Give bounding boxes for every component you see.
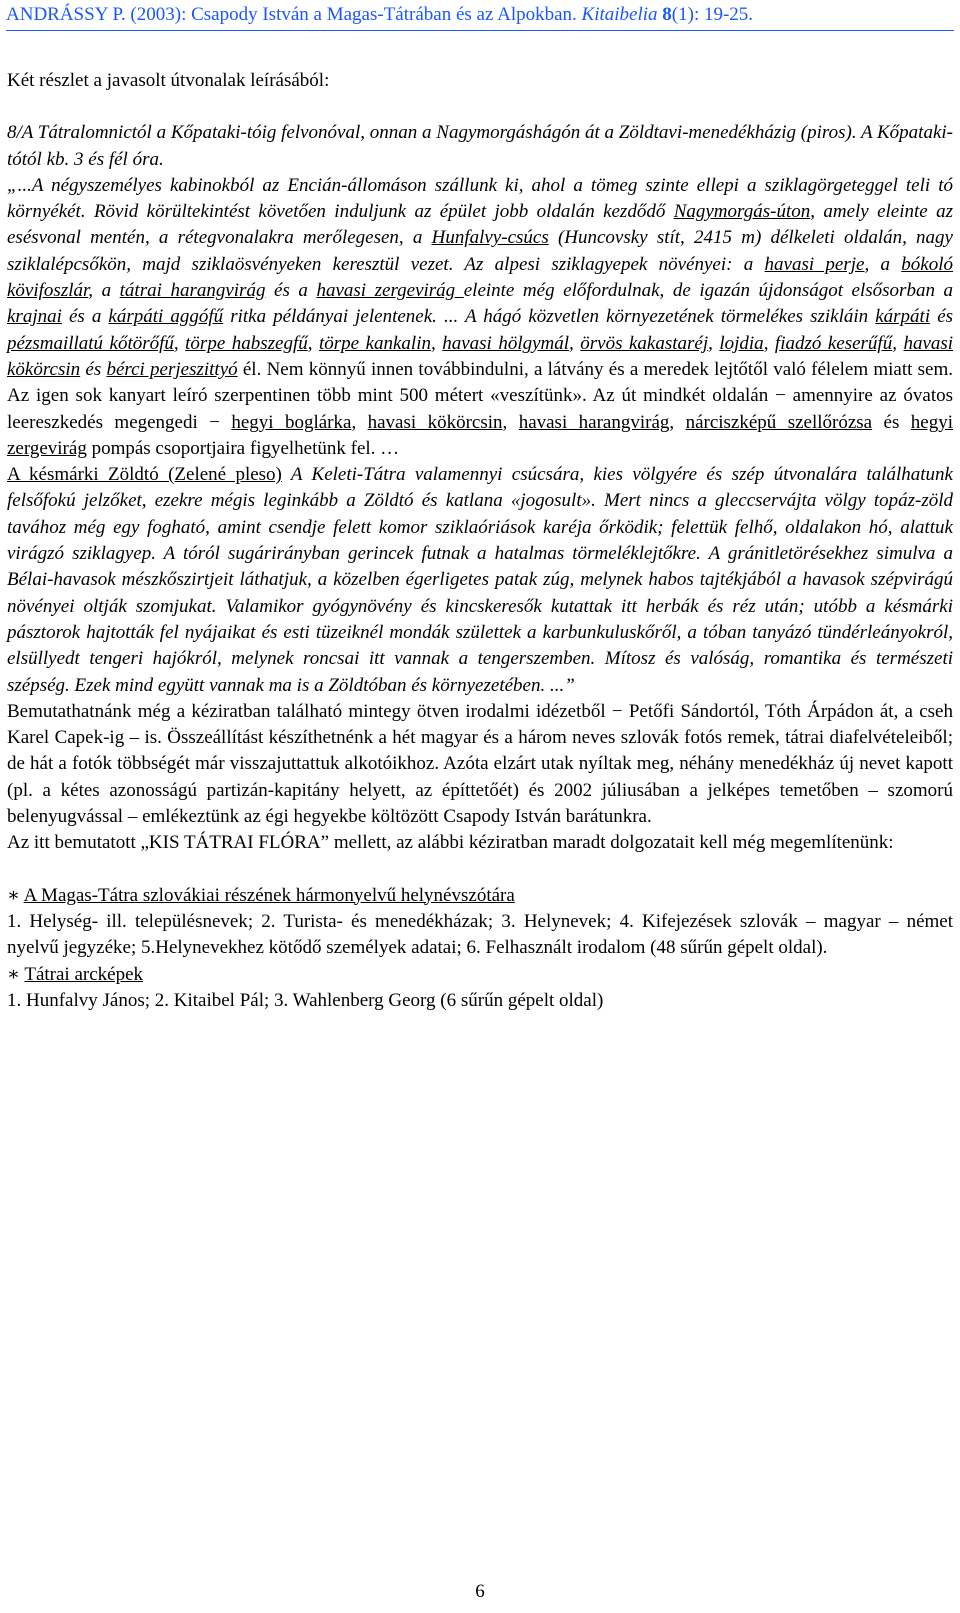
header-rule: [6, 30, 954, 31]
asterisk-bullet-icon: ∗: [7, 884, 20, 906]
header-authors: ANDRÁSSY P. (2003): Csapody István a Magas-Tátrában és az Alpokban.: [6, 4, 577, 25]
header-volume: 8: [662, 4, 672, 25]
plant-name: kárpáti: [875, 306, 931, 328]
plant-name: hegyi boglárka: [231, 411, 352, 433]
running-header: [6, 2, 954, 28]
page-number: 6: [475, 1581, 485, 1602]
plant-name: havasi kökörcsin: [7, 332, 954, 380]
plant-name: bókoló kövifoszlár: [7, 253, 953, 302]
plant-name: nárciszképű szellőrózsa: [685, 411, 873, 433]
page-content: [7, 68, 953, 1014]
place-name: Hunfalvy-csúcs: [431, 227, 549, 249]
plant-name: bérci perjeszittyó: [106, 358, 238, 380]
lake-description: A késmárki Zöldtó (Zelené pleso) A Keleti-Tátra valamennyi csúcsára, kies völgyére és szép útvonalára találhatunk felsőfokú jelzőket, ezekre mégis leginkább a Zöldtó és katlana «jogosult». Mert nincs a gleccservájta völgy topáz-zöld tavához még egy fogható, amint csendje felett komor sziklaóriások karéja őrködik; felettük felhő, oldalakon hó, alattuk virágzó sziklagyep. A tóról sugárirányban gerincek futnak a hatalmas törmeléklejtőkre. A gránitletörésekhez simulva a Bélai-havasok mészkőszirtjeit láthatjuk, a közelben égerligetes patak zúg, melynek habos tajtékjából a havasok szépvirágú növényei oltják szomjukat. Valamikor gyógynövény és kincskeresők kutattak itt herbák és réz után; utóbb a késmárki pásztorok hajtották fel nyájaikat és esti tüzeiknél mondák születtek a karbunkuluskőről, a tóban tanyázó tündérleányokról, elsüllyedt tengeri hajókról, melynek roncsai itt vannak a tengerszemben. Mítosz és valóság, romantika és természeti szépség. Ezek mind együtt vannak ma is a Zöldtóban és környezetében. ...”: [7, 464, 953, 696]
item-title: A Magas-Tátra szlovákiai részének hármonyelvű helynévszótára: [23, 884, 515, 906]
plant-name: havasi kökörcsin: [367, 411, 503, 433]
item-description: 1. Hunfalvy János; 2. Kitaibel Pál; 3. Wahlenberg Georg (6 sűrűn gépelt oldal): [7, 989, 604, 1011]
spacer: [7, 857, 953, 883]
item-description: 1. Helység- ill. településnevek; 2. Turista- és menedékházak; 3. Helynevek; 4. Kifejezések szlovák – magyar – német nyelvű jegyzéke; 5.Helynevekhez kötődő személyek adatai; 6. Felhasznált irodalom (48 sűrűn gépelt oldal).: [7, 910, 953, 959]
plant-name: pézsmaillatú kőtörőfű: [7, 332, 174, 354]
plant-name: hegyi zergevirág: [7, 411, 954, 459]
plant-name: Nagymorgás-úton: [673, 201, 811, 223]
plant-name: havasi hölgymál: [442, 332, 570, 354]
plant-name: krajnai: [7, 306, 62, 328]
paragraph-flora: Az itt bemutatott „KIS TÁTRAI FLÓRA” mellett, az alábbi kéziratban maradt dolgozatait kell még megemlítenünk:: [7, 832, 894, 854]
spacer: [7, 94, 953, 120]
item-title: Tátrai arcképek: [24, 963, 144, 985]
plant-name: fiadzó keserűfű: [774, 332, 893, 354]
plant-name: havasi perje: [764, 253, 865, 275]
plant-name: tátrai harangvirág: [119, 280, 266, 302]
lake-title: A késmárki Zöldtó (Zelené pleso): [7, 464, 282, 486]
intro-heading: Két részlet a javasolt útvonalak leírásából:: [7, 70, 330, 91]
route-description: „...A négyszemélyes kabinokból az Encián-állomáson szállunk ki, ahol a tömeg szinte ellepi a sziklagörgeteggel teli tó környékét. Rövid körültekintést követően induljunk az épület jobb oldalán kezdődő Nagymorgás-úton, amely eleinte az esésvonal mentén, a rétegvonalakra merőlegesen, a Hunfalvy-csúcs (Huncovsky stít, 2415 m) délkeleti oldalán, nagy sziklalépcsőkön, majd sziklaösvényeken keresztül vezet. Az alpesi sziklagyepek növényei: a havasi perje, a bókoló kövifoszlár, a tátrai harangvirág és a havasi zergevirág eleinte még előfordulnak, de igazán újdonságot elsősorban a krajnai és a kárpáti aggófű ritka példányai jelentenek. ... A hágó közvetlen környezetének törmelékes szikláin kárpáti és pézsmaillatú kőtörőfű, törpe habszegfű, törpe kankalin, havasi hölgymál, örvös kakastaréj, lojdia, fiadzó keserűfű, havasi kökörcsin és bérci perjeszittyó él. Nem könnyű innen továbbindulni, a látvány és a meredek lejtőtől való félelem miatt sem. Az igen sok kanyart leíró szerpentinen több mint 500 métert «veszítünk». Az út mindkét oldalán − amennyire az óvatos leereszkedés megengedi − hegyi boglárka, havasi kökörcsin, havasi harangvirág, nárciszképű szellőrózsa és hegyi zergevirág pompás csoportjaira figyelhetünk fel. …: [7, 174, 954, 459]
plant-name: törpe habszegfű: [185, 332, 308, 354]
paragraph-quotes: Bemutathatnánk még a kéziratban található mintegy ötven irodalmi idézetből − Petőfi Sándortól, Tóth Árpádon át, a cseh Karel Capek-ig – is. Összeállítást készíthetnénk a hét magyar és a három neves szlovák fotós remek, tátrai diafelvételeiből; de hát a fotók többségét már visszajuttattuk alkotóikhoz. Azóta elzárt utak nyíltak meg, néhány menedékház új nevet kapott (pl. a kétes azonosságú partizán-kapitány helyett, az építtetőét) és 2002 júliusában a jelképes temetőben – szomorú belenyugvással – emlékeztünk az égi hegyekbe költözött Csapody István barátunkra.: [7, 700, 953, 828]
asterisk-bullet-icon: ∗: [7, 963, 20, 985]
header-issue-pages: (1): 19-25.: [671, 4, 754, 25]
header-journal: Kitaibelia: [581, 4, 658, 25]
list-item-portraits: [7, 962, 953, 988]
plant-name: havasi zergevirág: [316, 280, 464, 302]
plant-name: havasi harangvirág: [518, 411, 670, 433]
route-title: 8/A Tátralomnictól a Kőpataki-tóig felvonóval, onnan a Nagymorgáshágón át a Zöldtavi-menedékházig (piros). A Kőpataki-tótól kb. 3 és fél óra.: [7, 122, 953, 170]
list-item-dictionary: [7, 883, 953, 909]
plant-name: lojdia: [719, 332, 764, 354]
plant-name: örvös kakastaréj: [580, 332, 709, 354]
plant-name: kárpáti aggófű: [108, 306, 224, 328]
plant-name: törpe kankalin: [318, 332, 431, 354]
